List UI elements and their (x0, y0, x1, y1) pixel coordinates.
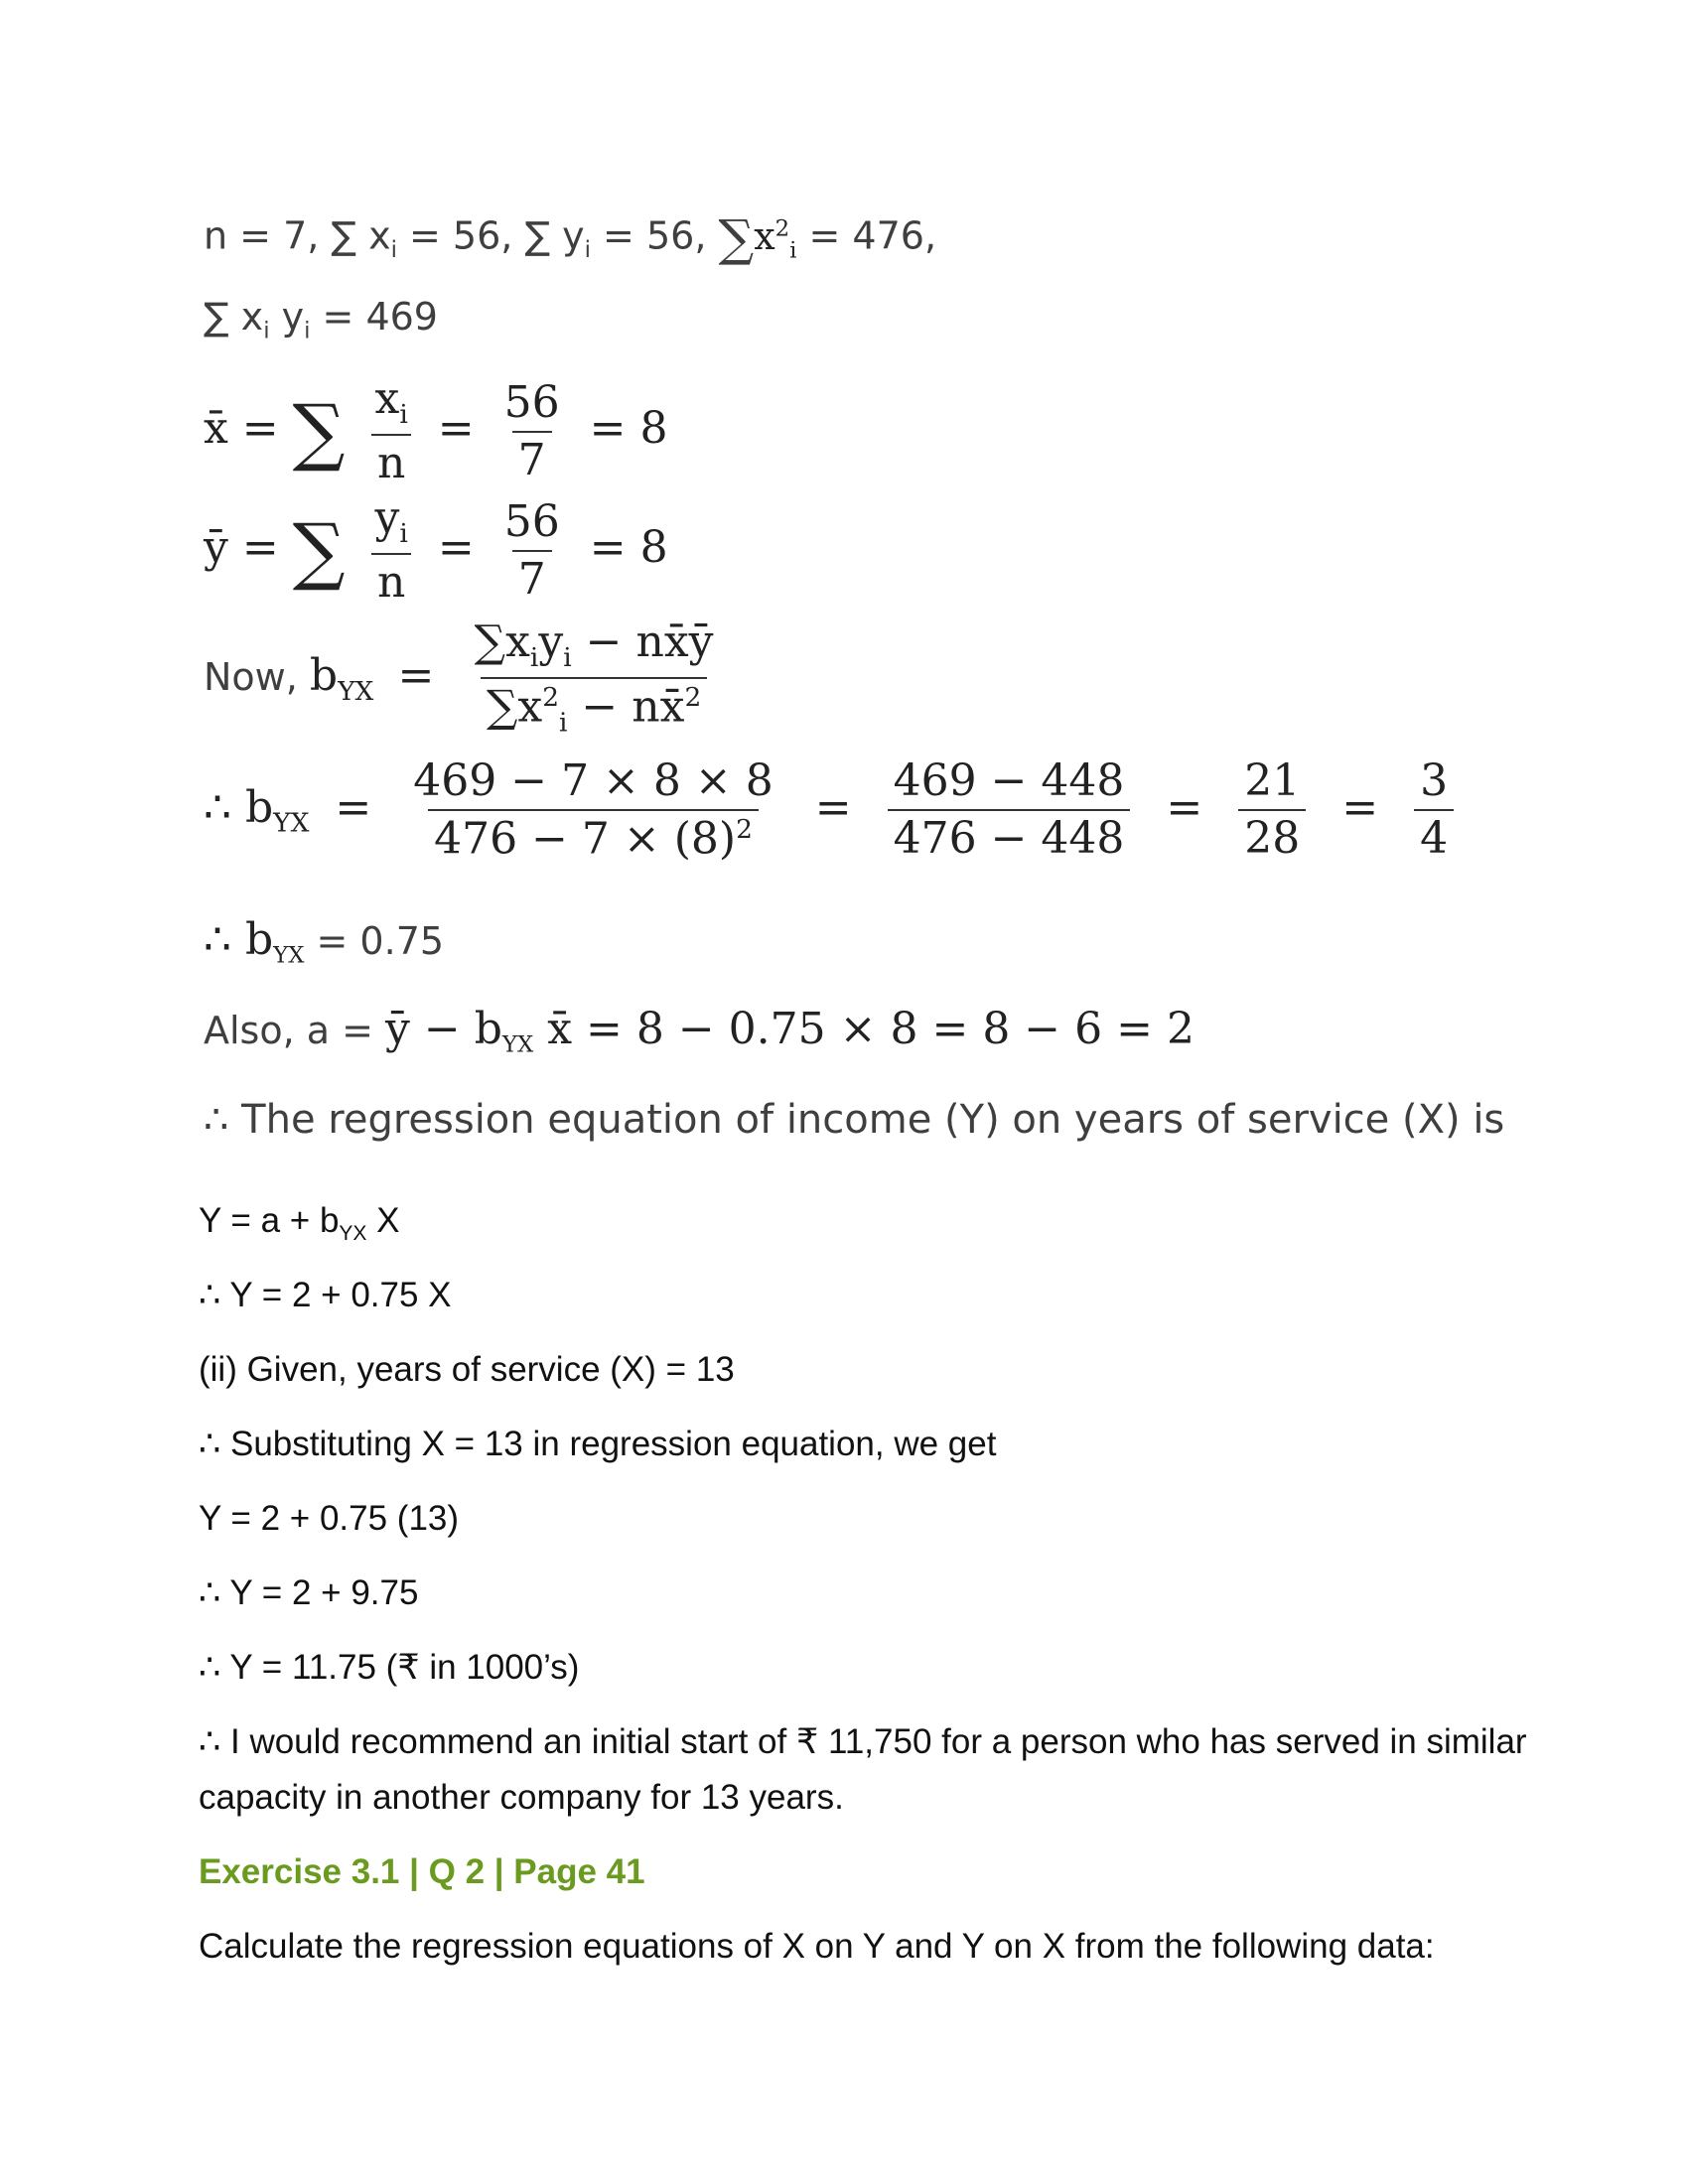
subscript: i (563, 641, 572, 673)
variable: y (538, 616, 564, 667)
text: Y = a + b (199, 1201, 340, 1240)
subscript: i (390, 237, 397, 264)
text: Now, (204, 655, 310, 700)
numerator: 56 (503, 495, 560, 547)
subscript: i (304, 318, 311, 344)
variable: x (517, 681, 543, 733)
numerator: 3 (1420, 755, 1449, 807)
question-text: Calculate the regression equations of X on Y and Y on X from the following data: (199, 1927, 1435, 1966)
subscript: i (529, 641, 539, 673)
intercept-equation (204, 1004, 1195, 1058)
equals: = (1341, 781, 1379, 833)
text: = 56, ∑ y (396, 213, 585, 258)
ybar-equation (204, 492, 668, 609)
variable: b (244, 781, 274, 833)
byx-calculation (204, 755, 1464, 865)
regression-equation-general (199, 1203, 400, 1244)
regression-equation: ∴ Y = 2 + 0.75 X (199, 1276, 452, 1314)
variable: b (474, 1004, 502, 1054)
fraction (469, 616, 720, 739)
equals: = (437, 403, 475, 455)
numerator: 56 (503, 376, 560, 428)
regression-statement: ∴ The regression equation of income (Y) on years of service (X) is (204, 1097, 1505, 1143)
denominator: 476 − 7 × (8) (434, 813, 737, 865)
variable: b (244, 914, 274, 965)
subscript: i (263, 318, 270, 344)
fraction (1238, 755, 1306, 865)
subscript: i (558, 707, 568, 739)
numerator: x (374, 373, 400, 424)
sigma-symbol: ∑ (292, 388, 346, 475)
text: = 0.75 (304, 919, 445, 963)
subscript: YX (273, 942, 305, 969)
superscript: 2 (736, 814, 753, 845)
byx-value (204, 914, 445, 969)
subscript: i (399, 398, 408, 430)
subscript: YX (339, 1222, 367, 1245)
sigma-symbol: ∑ (292, 507, 346, 594)
exercise-heading[interactable]: Exercise 3.1 | Q 2 | Page 41 (199, 1852, 645, 1891)
xbar-equation (204, 373, 668, 489)
subscript: i (584, 237, 591, 264)
fraction (369, 373, 414, 489)
text: ∑ x (204, 295, 264, 339)
text: x̄ = 8 − 0.75 × 8 = 8 − 6 = 2 (533, 1004, 1195, 1054)
numerator: 469 − 7 × 8 × 8 (413, 755, 774, 806)
therefore-symbol: ∴ (204, 914, 245, 965)
sigma-symbol: ∑ (486, 681, 518, 733)
subscript: i (399, 517, 408, 549)
denominator: 28 (1238, 809, 1306, 861)
variable: x (754, 213, 775, 258)
text: = 56, (590, 213, 719, 258)
final-result: ∴ Y = 11.75 (₹ in 1000’s) (199, 1648, 580, 1687)
text: ȳ = (204, 522, 279, 574)
sigma-symbol: ∑ (718, 209, 755, 267)
text: − nx̄ (567, 681, 685, 733)
denominator: 476 − 448 (888, 809, 1131, 861)
text: − nx̄ȳ (571, 616, 714, 667)
subscript: YX (338, 675, 374, 707)
text: = 469 (310, 295, 438, 339)
fraction (498, 495, 566, 605)
equals: = (1166, 781, 1203, 833)
text: = 476, (796, 213, 937, 258)
subscript: YX (501, 1031, 534, 1058)
substitution-statement: ∴ Substituting X = 13 in regression equation, we get (199, 1425, 997, 1463)
denominator: n (371, 434, 411, 485)
denominator: 7 (512, 431, 552, 482)
equals: = (814, 781, 852, 833)
numerator: y (374, 492, 400, 543)
text: X (366, 1201, 400, 1240)
fraction (1414, 755, 1454, 865)
text: Also, a = (204, 1009, 386, 1052)
text: ȳ − (385, 1004, 475, 1054)
intermediate-result: ∴ Y = 2 + 9.75 (199, 1573, 419, 1612)
denominator: 7 (512, 550, 552, 602)
superscript: 2 (542, 682, 559, 714)
denominator: 4 (1414, 809, 1454, 861)
equals: = (335, 781, 372, 833)
substitution-equation: Y = 2 + 0.75 (13) (199, 1499, 460, 1538)
superscript: 2 (774, 214, 790, 241)
numerator: 21 (1244, 755, 1301, 807)
fraction (369, 492, 414, 609)
equals: = (397, 650, 435, 702)
therefore-symbol: ∴ (204, 781, 245, 833)
text: x̄ = (204, 403, 279, 455)
result: = 8 (589, 522, 668, 574)
fraction (888, 755, 1131, 865)
variable: b (309, 650, 339, 702)
equals: = (437, 522, 475, 574)
text: n = 7, ∑ x (204, 213, 391, 258)
recommendation-line-1: ∴ I would recommend an initial start of ₹ 11,750 for a person who has served in similar (199, 1722, 1527, 1761)
numerator: 469 − 448 (893, 755, 1125, 807)
denominator: n (371, 553, 411, 605)
subscript: i (789, 237, 797, 264)
variable: x (505, 616, 530, 667)
subscript: YX (273, 807, 310, 839)
sum-xy-line (204, 295, 438, 344)
given-statement: (ii) Given, years of service (X) = 13 (199, 1350, 735, 1389)
result: = 8 (589, 403, 668, 455)
text: y (269, 295, 305, 339)
superscript: 2 (684, 682, 702, 714)
fraction (498, 376, 566, 485)
sigma-symbol: ∑ (474, 616, 506, 667)
byx-formula (204, 616, 730, 739)
recommendation-line-2: capacity in another company for 13 years. (199, 1778, 844, 1817)
fraction (407, 755, 778, 865)
sum-summary-line (204, 209, 937, 267)
